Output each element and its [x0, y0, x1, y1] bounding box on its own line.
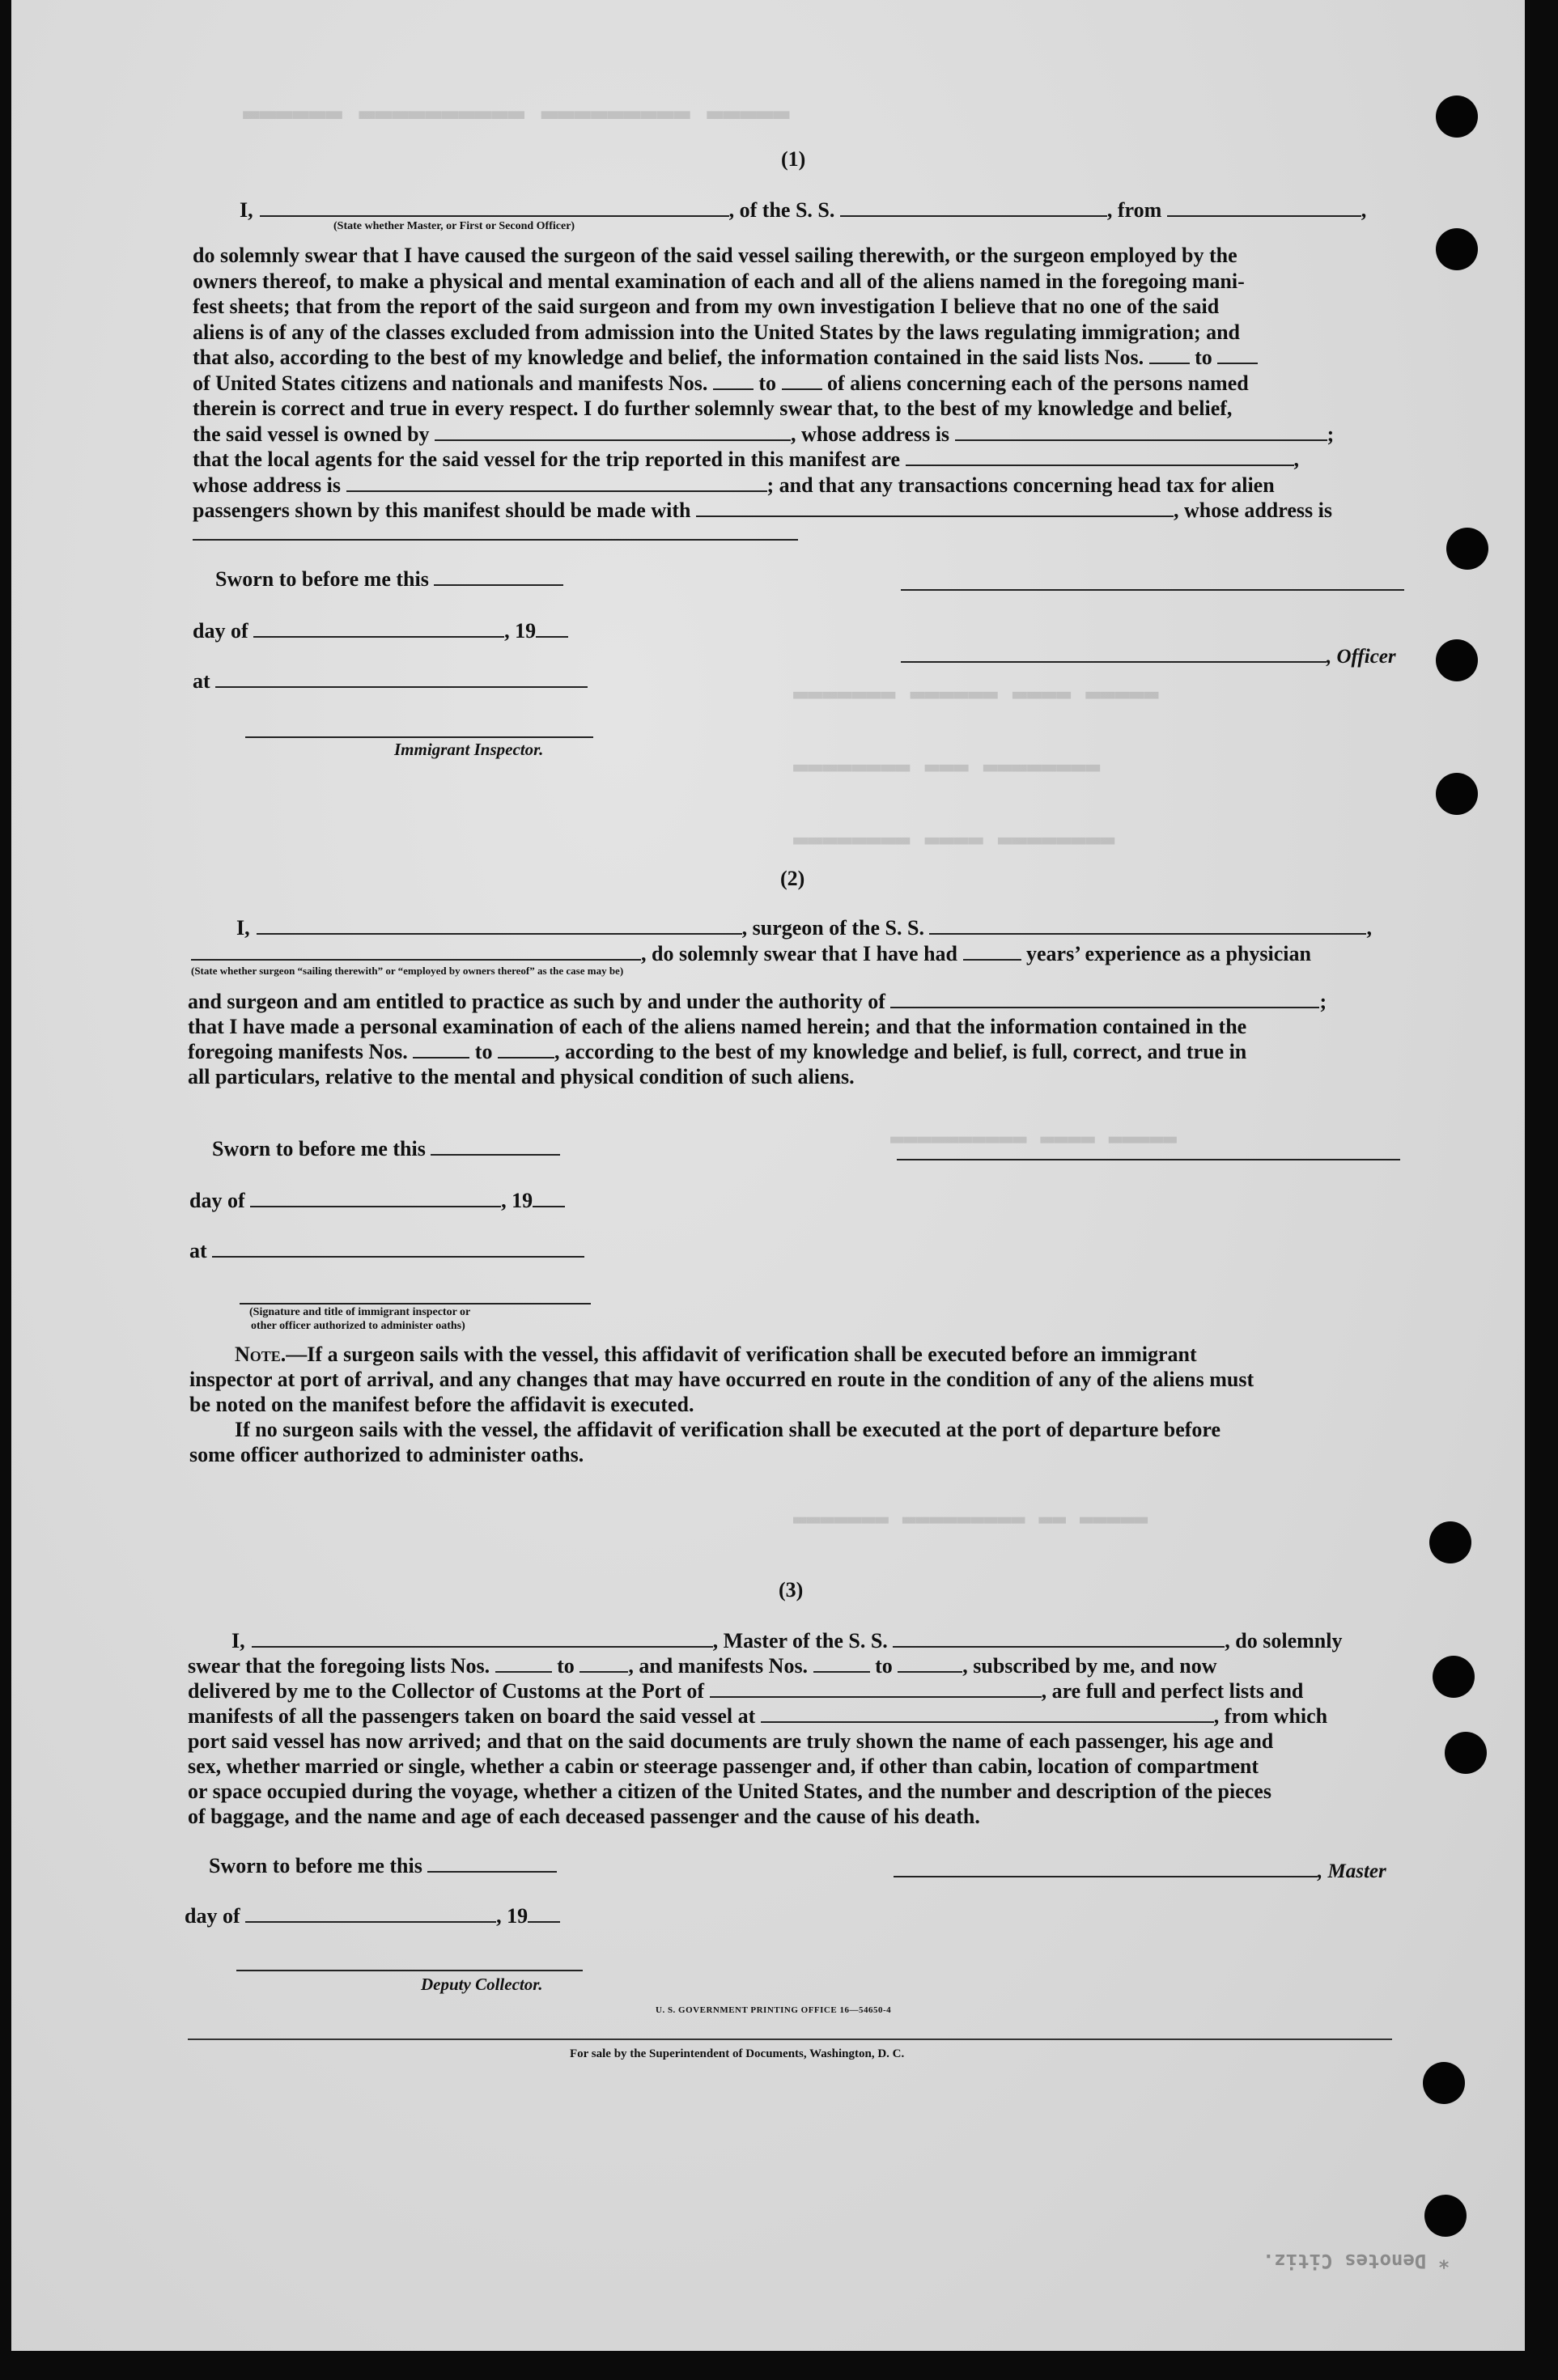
s2-ship-name-field[interactable] [929, 915, 1366, 935]
s3-text-line: or space occupied during the voyage, whether a citizen of the United States, and the number and description of the pieces [188, 1780, 1271, 1803]
punch-hole [1429, 1521, 1471, 1563]
s1-officer-rank-field[interactable] [260, 197, 729, 217]
s1-of-ss: , of the S. S. [728, 198, 835, 222]
s3-master-name-field[interactable] [252, 1628, 713, 1648]
s2-oath-line-2: , do solemnly swear that I have had years’ experience as a physician [191, 941, 1311, 966]
s3-lists-to-field[interactable] [579, 1653, 628, 1673]
s2-years-field[interactable] [963, 941, 1021, 961]
s3-text-line: manifests of all the passengers taken on board the said vessel at , from which [188, 1704, 1328, 1728]
s2-surgeon-name-field[interactable] [257, 915, 742, 935]
s3-text-line: port said vessel has now arrived; and that on the said documents are truly shown the name of each passenger, his age and [188, 1729, 1274, 1753]
s3-text-line: of baggage, and the name and age of each deceased passenger and the cause of his death. [188, 1805, 980, 1828]
footer-rule [188, 2038, 1392, 2040]
s1-agents-address-field[interactable] [346, 473, 767, 492]
s1-at-line: at [193, 668, 588, 694]
s1-month-field[interactable] [253, 618, 504, 638]
s1-owner-address-field[interactable] [955, 422, 1327, 441]
s2-at-line: at [189, 1238, 584, 1263]
bleed-through-text: ▬▬▬▬▬▬▬▬▬▬ ▬▬▬▬ ▬▬▬▬▬ [890, 1125, 1178, 1152]
s1-officer-line: , Officer [901, 643, 1396, 668]
s3-lists-from-field[interactable] [495, 1653, 552, 1673]
section-1-number: (1) [781, 147, 806, 171]
s2-month-field[interactable] [250, 1188, 501, 1207]
s1-inspector-signature-field[interactable] [245, 736, 593, 738]
s2-note [189, 1342, 1403, 1467]
s1-sworn-line: Sworn to before me this [215, 566, 563, 592]
punch-hole [1424, 2195, 1467, 2237]
s2-oath-line-1: I, , surgeon of the S. S. , [236, 916, 1372, 940]
s3-ship-name-field[interactable] [893, 1628, 1225, 1648]
s1-from-port-field[interactable] [1167, 197, 1361, 217]
s3-port-field[interactable] [710, 1678, 1042, 1698]
s2-text-line: foregoing manifests Nos. to , according to the best of my knowledge and belief, is full, correct, and true in [188, 1040, 1247, 1063]
s2-authority-field[interactable] [890, 989, 1319, 1008]
s3-month-field[interactable] [245, 1903, 496, 1923]
s1-head-tax-contact-field[interactable] [696, 498, 1174, 517]
s1-agents-field[interactable] [906, 447, 1294, 466]
s3-oath-paragraph [188, 1628, 1402, 1829]
denotes-citizen-stamp: * Denotes Citiz. [1263, 2250, 1450, 2272]
s3-departure-port-field[interactable] [761, 1703, 1214, 1723]
s2-note-line: some officer authorized to administer oaths. [189, 1443, 584, 1466]
s2-note-line: Note.—If a surgeon sails with the vessel, this affidavit of verification shall be executed before an immigrant [235, 1343, 1197, 1366]
s1-text-line: therein is correct and true in every respect. I do further solemnly swear that, to the best of my knowledge and belief, [193, 397, 1233, 420]
s2-note-line: If no surgeon sails with the vessel, the affidavit of verification shall be executed at the port of departure before [235, 1418, 1221, 1441]
s1-text-line: owners thereof, to make a physical and mental examination of each and all of the aliens named in the foregoing mani- [193, 269, 1245, 293]
s1-oath-paragraph [193, 243, 1405, 524]
s2-note-line: be noted on the manifest before the affidavit is executed. [189, 1393, 694, 1416]
s2-inspector-signature-field[interactable] [240, 1303, 591, 1305]
s2-sig-caption-2: other officer authorized to administer oaths) [251, 1320, 465, 1332]
s2-sworn-line: Sworn to before me this [212, 1136, 560, 1161]
s3-collector-signature-field[interactable] [236, 1970, 583, 1971]
s1-inspector-caption: Immigrant Inspector. [394, 740, 544, 759]
s1-year-field[interactable] [536, 618, 568, 638]
punch-hole [1446, 528, 1488, 570]
s3-day-line: day of , 19 [185, 1903, 560, 1928]
s1-manifests-from-field[interactable] [713, 371, 754, 390]
s3-deputy-caption: Deputy Collector. [421, 1975, 543, 1994]
gpo-imprint: U. S. GOVERNMENT PRINTING OFFICE 16—54650-4 [656, 2005, 892, 2015]
s3-text-line: swear that the foregoing lists Nos. to , and manifests Nos. to , subscribed by me, and now [188, 1654, 1217, 1678]
s2-surgeon-signature-field[interactable] [897, 1159, 1400, 1160]
s1-day-line: day of , 19 [193, 618, 568, 643]
bleed-through-text: ▬▬▬▬▬▬▬ ▬▬▬▬▬▬ ▬▬▬▬ ▬▬▬▬▬ [793, 680, 1159, 708]
s1-owner-field[interactable] [435, 422, 791, 441]
s3-manifests-from-field[interactable] [813, 1653, 870, 1673]
sale-notice: For sale by the Superintendent of Documents, Washington, D. C. [570, 2047, 905, 2060]
s1-text-line: of United States citizens and nationals and manifests Nos. to of aliens concerning each of the persons named [193, 371, 1249, 395]
s1-officer-signature-field[interactable] [901, 589, 1404, 591]
s3-manifests-to-field[interactable] [898, 1653, 962, 1673]
s1-address-field[interactable] [193, 539, 798, 541]
bleed-through-text: ▬▬▬▬▬▬▬ ▬▬▬▬▬▬▬▬▬ ▬▬ ▬▬▬▬▬ [793, 1505, 1148, 1532]
s1-text-line: that the local agents for the said vessel for the trip reported in this manifest are , [193, 448, 1300, 471]
punch-hole [1436, 95, 1478, 138]
s1-rank-caption: (State whether Master, or First or Second Officer) [333, 220, 575, 232]
s2-surgeon-status-field[interactable] [191, 941, 641, 961]
s2-manifests-to-field[interactable] [498, 1039, 554, 1058]
s1-text-line: whose address is ; and that any transactions concerning head tax for alien [193, 473, 1275, 497]
s2-sworn-day-field[interactable] [431, 1136, 560, 1156]
s3-year-field[interactable] [528, 1903, 560, 1923]
s1-ship-name-field[interactable] [840, 197, 1107, 217]
punch-hole [1423, 2062, 1465, 2104]
s1-from: , from [1106, 198, 1162, 222]
s2-year-field[interactable] [533, 1188, 565, 1207]
s3-master-signature-field[interactable] [894, 1858, 1318, 1877]
bleed-through-text: ▬▬▬▬▬▬▬▬ ▬▬▬ ▬▬▬▬▬▬▬▬ [793, 753, 1101, 781]
s2-note-line: inspector at port of arrival, and any changes that may have occurred en route in the condition of any of the aliens must [189, 1368, 1254, 1391]
s1-text-line: do solemnly swear that I have caused the surgeon of the said vessel sailing therewith, or the surgeon employed by the [193, 244, 1237, 267]
section-3-number: (3) [779, 1578, 804, 1602]
s1-lists-to-field[interactable] [1217, 345, 1258, 364]
s2-manifests-from-field[interactable] [413, 1039, 469, 1058]
punch-hole [1436, 639, 1478, 681]
s1-text-line: the said vessel is owned by , whose address is ; [193, 422, 1335, 446]
s3-text-line: delivered by me to the Collector of Customs at the Port of , are full and perfect lists and [188, 1679, 1304, 1703]
s1-i: I, [240, 198, 253, 222]
punch-hole [1436, 228, 1478, 270]
bleed-through-text: ▬▬▬▬▬ ▬▬▬▬▬▬▬▬▬ ▬▬▬▬▬▬▬▬▬▬ ▬▬▬▬▬▬ [243, 97, 790, 129]
s2-oath-paragraph [188, 989, 1402, 1089]
s2-sig-caption-1: (Signature and title of immigrant inspector or [249, 1306, 471, 1318]
s2-status-caption: (State whether surgeon “sailing therewith” or “employed by owners thereof” as the case may be) [191, 965, 624, 977]
s1-officer-title-field[interactable] [901, 643, 1327, 663]
s1-text-line: passengers shown by this manifest should be made with , whose address is [193, 498, 1332, 522]
punch-hole [1445, 1732, 1487, 1774]
s3-text-line: I, , Master of the S. S. , do solemnly [231, 1629, 1343, 1652]
punch-hole [1433, 1656, 1475, 1698]
s1-sworn-day-field[interactable] [434, 566, 563, 586]
s3-sworn-day-field[interactable] [427, 1853, 557, 1873]
s2-text-line: that I have made a personal examination of each of the aliens named herein; and that the information contained in the [188, 1015, 1247, 1038]
s1-manifests-to-field[interactable] [782, 371, 822, 390]
s1-lists-from-field[interactable] [1149, 345, 1190, 364]
s2-day-line: day of , 19 [189, 1188, 565, 1213]
punch-hole [1436, 773, 1478, 815]
s2-text-line: and surgeon and am entitled to practice as such by and under the authority of ; [188, 990, 1327, 1013]
s3-text-line: sex, whether married or single, whether a cabin or steerage passenger and, if other than cabin, location of compartment [188, 1754, 1259, 1778]
s1-comma: , [1361, 198, 1367, 222]
s3-master-line: , Master [894, 1858, 1386, 1883]
s3-sworn-line: Sworn to before me this [209, 1853, 557, 1878]
s2-text-line: all particulars, relative to the mental and physical condition of such aliens. [188, 1065, 855, 1088]
s2-place-field[interactable] [212, 1238, 584, 1258]
s1-text-line: aliens is of any of the classes excluded from admission into the United States by the laws regulating immigration; and [193, 320, 1241, 344]
section-2-number: (2) [780, 867, 805, 890]
s1-place-field[interactable] [215, 668, 588, 688]
s1-text-line: that also, according to the best of my knowledge and belief, the information contained in the said lists Nos. to [193, 345, 1405, 371]
s1-text-line: fest sheets; that from the report of the said surgeon and from my own investigation I believe that no one of the said [193, 295, 1220, 318]
bleed-through-text: ▬▬▬▬▬▬▬▬ ▬▬▬▬ ▬▬▬▬▬▬▬▬ [793, 825, 1115, 854]
s1-oath-line-1 [240, 197, 1366, 223]
